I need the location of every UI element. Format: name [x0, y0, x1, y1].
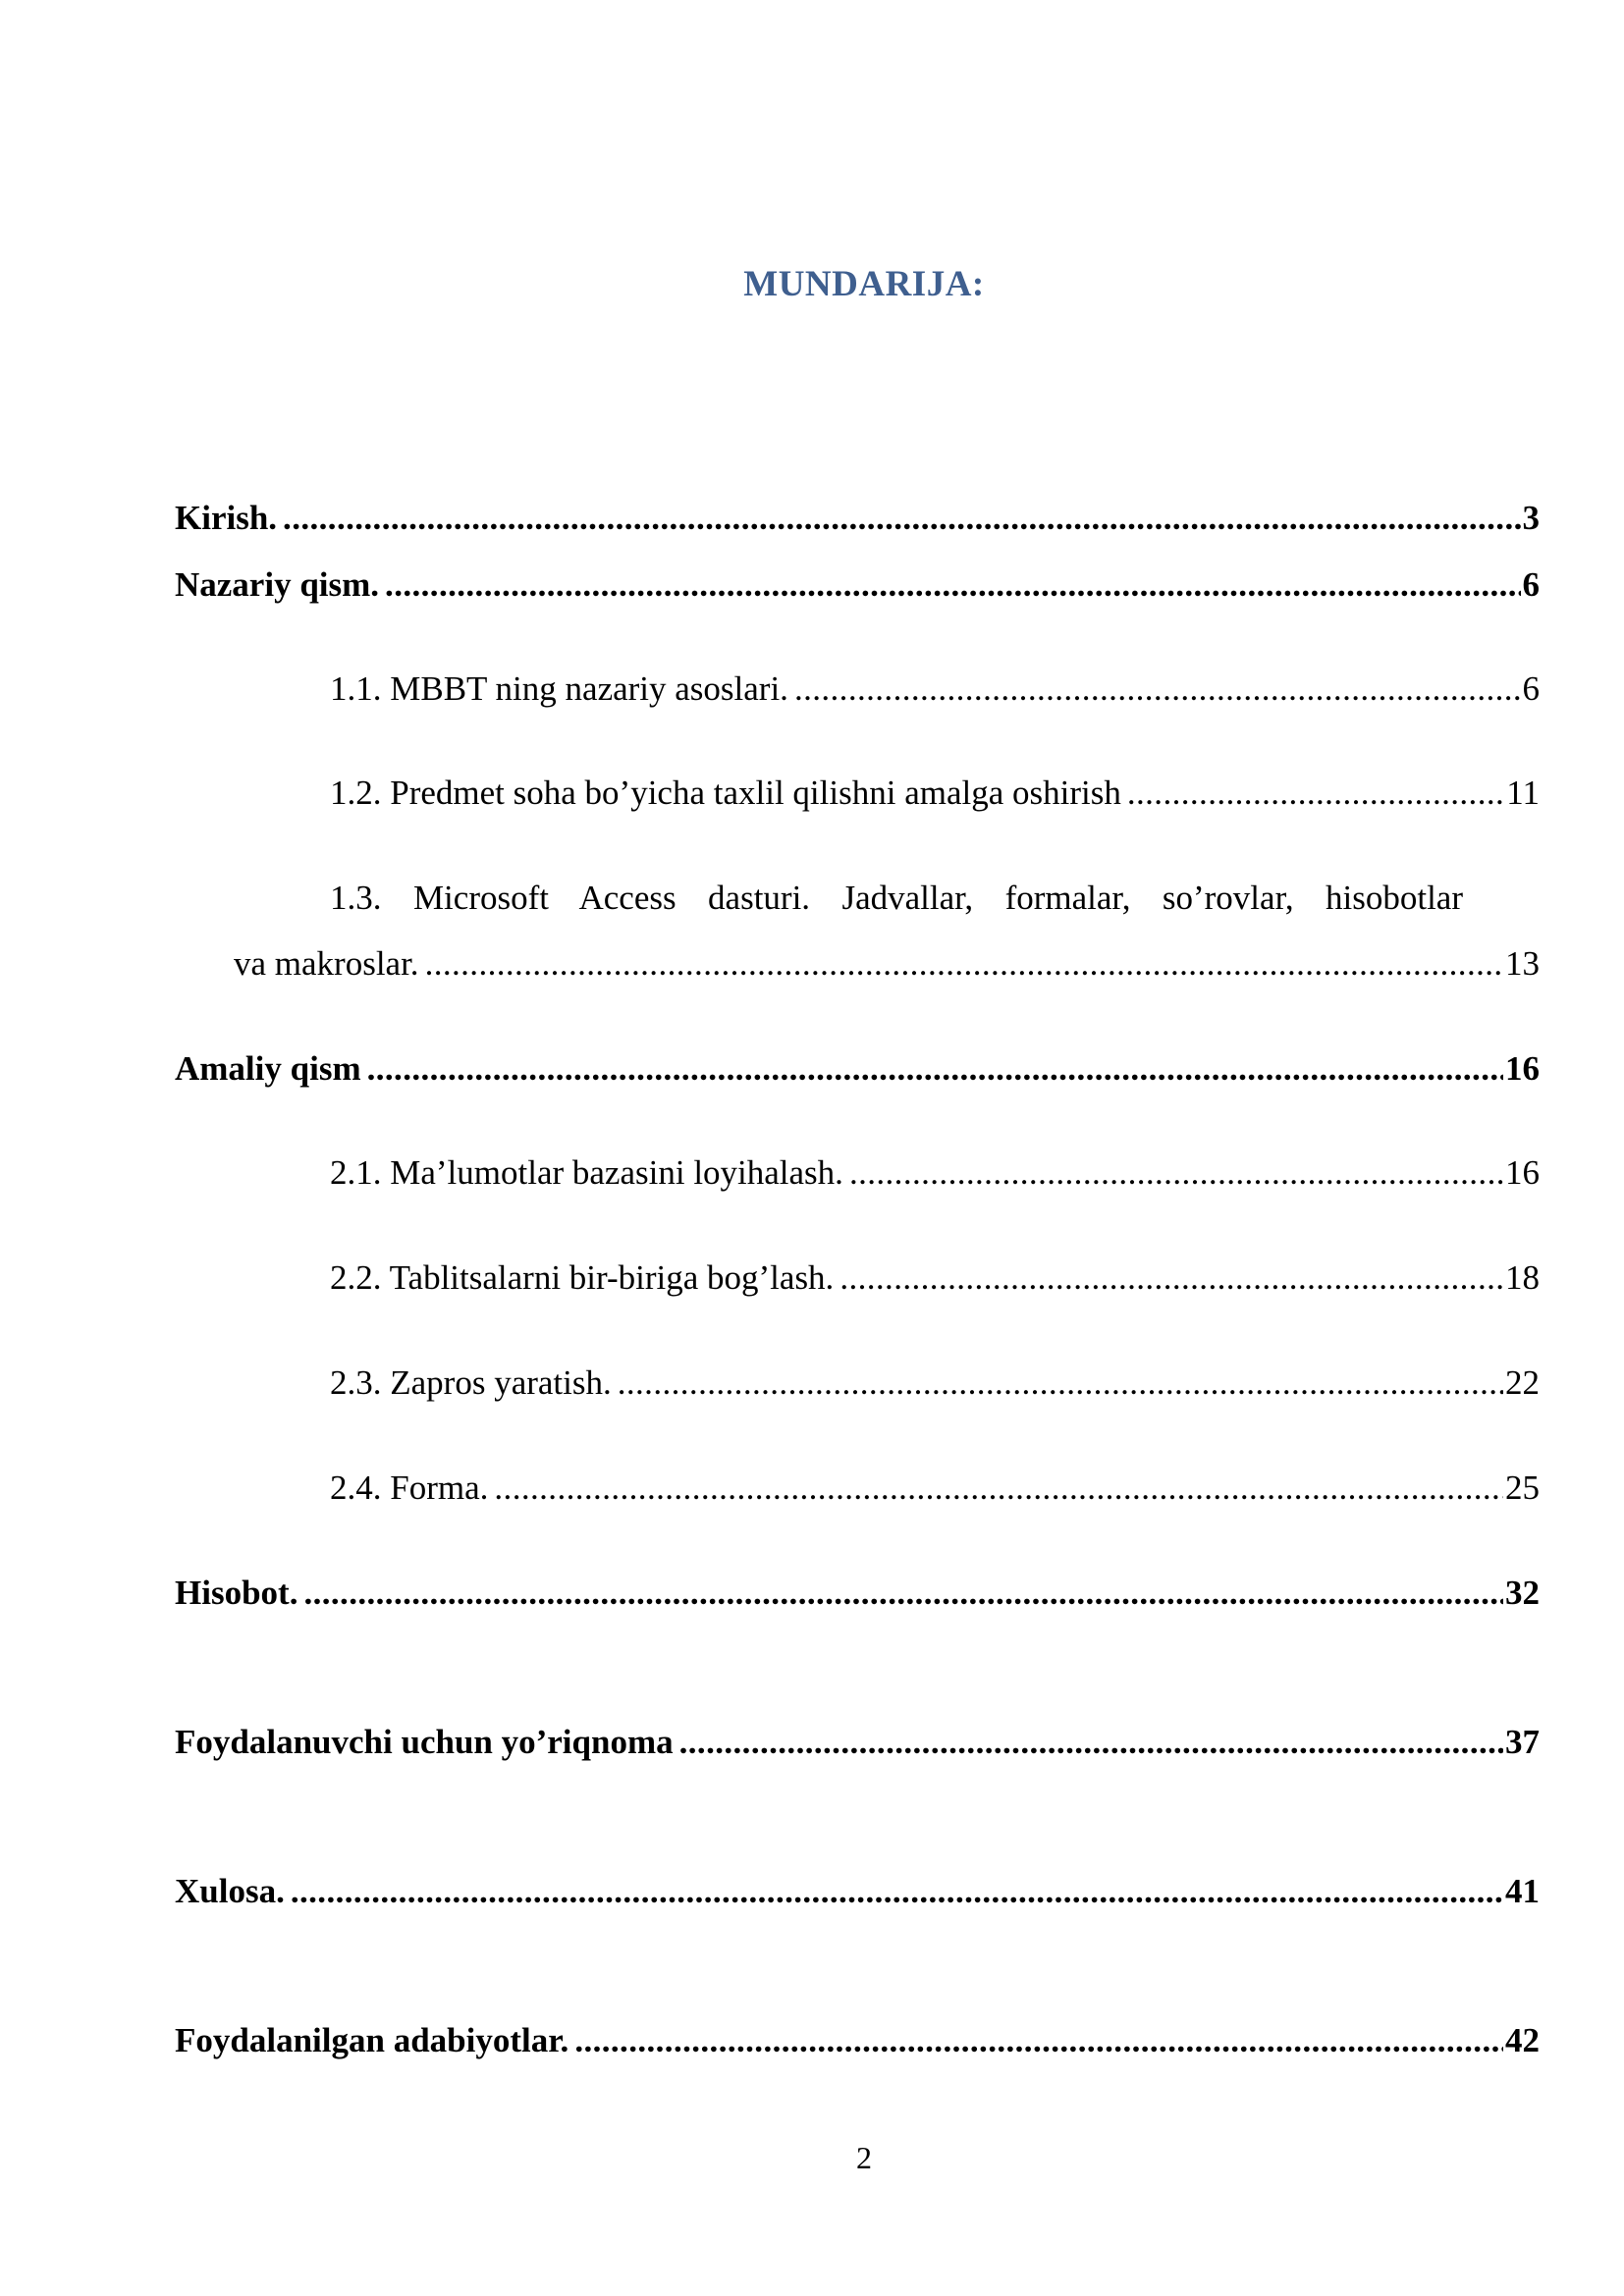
toc-entry-page: 6: [1522, 565, 1540, 604]
toc-entry-label: Foydalanilgan adabiyotlar.: [175, 2021, 569, 2059]
toc-entry-label: 1.1. MBBT ning nazariy asoslari.: [330, 669, 788, 708]
toc-entry-page: 16: [1505, 1153, 1540, 1192]
toc-entry-label: 2.1. Ma’lumotlar bazasini loyihalash.: [330, 1153, 843, 1192]
toc-entry-yoriqnoma[interactable]: [175, 1721, 1540, 1764]
toc-entry-page: 42: [1505, 2021, 1540, 2059]
toc-entry-label: 1.3. Microsoft Access dasturi. Jadvallar, formalar, so’rovlar, hisobotlar: [330, 879, 1463, 917]
toc-dot-leader: [283, 497, 1520, 540]
toc-entry-1-2[interactable]: [330, 772, 1540, 815]
toc-entry-amaliy-qism[interactable]: [175, 1047, 1540, 1091]
toc-entry-1-3-second-line[interactable]: [234, 942, 1540, 986]
toc-dot-leader: [303, 1572, 1503, 1615]
toc-dot-leader: [291, 1870, 1503, 1913]
toc-dot-leader: [618, 1362, 1503, 1405]
toc-dot-leader: [367, 1047, 1503, 1091]
toc-entry-page: 41: [1505, 1872, 1540, 1910]
toc-entry-label: Hisobot.: [175, 1574, 298, 1612]
toc-dot-leader: [849, 1151, 1503, 1195]
toc-entry-page: 32: [1505, 1574, 1540, 1612]
toc-entry-label: Amaliy qism: [175, 1049, 361, 1088]
toc-dot-leader: [574, 2019, 1503, 2062]
toc-entry-page: 13: [1505, 944, 1540, 983]
toc-entry-label: Foydalanuvchi uchun yo’riqnoma: [175, 1723, 674, 1761]
toc-entry-page: 11: [1506, 774, 1540, 812]
toc-entry-page: 6: [1522, 669, 1540, 708]
toc-dot-leader: [1127, 772, 1504, 815]
toc-entry-page: 16: [1505, 1049, 1540, 1088]
toc-entry-hisobot[interactable]: [175, 1572, 1540, 1615]
toc-dot-leader: [494, 1467, 1503, 1510]
toc-entry-1-1[interactable]: [330, 667, 1540, 711]
toc-entry-label: 2.2. Tablitsalarni bir-biriga bog’lash.: [330, 1258, 835, 1297]
toc-dot-leader: [385, 563, 1520, 607]
toc-entry-label: 1.2. Predmet soha bo’yicha taxlil qilishni amalga oshirish: [330, 774, 1121, 812]
toc-entry-page: 22: [1505, 1363, 1540, 1402]
toc-entry-2-3[interactable]: [330, 1362, 1540, 1405]
toc-entry-label: Kirish.: [175, 499, 278, 537]
toc-dot-leader: [794, 667, 1521, 711]
toc-dot-leader: [425, 942, 1503, 986]
toc-entry-label: Xulosa.: [175, 1872, 285, 1910]
toc-entry-kirish[interactable]: [175, 497, 1540, 540]
toc-entry-2-1[interactable]: [330, 1151, 1540, 1195]
toc-entry-page: 18: [1505, 1258, 1540, 1297]
page-number: 2: [856, 2140, 872, 2175]
toc-entry-page: 3: [1522, 499, 1540, 537]
toc-dot-leader: [679, 1721, 1503, 1764]
toc-entry-page: 25: [1505, 1468, 1540, 1507]
toc-entry-xulosa[interactable]: [175, 1870, 1540, 1913]
toc-entry-2-2[interactable]: [330, 1256, 1540, 1300]
toc-title: MUNDARIJA:: [743, 264, 985, 304]
toc-entry-label: Nazariy qism.: [175, 565, 380, 604]
toc-entry-2-4[interactable]: [330, 1467, 1540, 1510]
toc-entry-adabiyotlar[interactable]: [175, 2019, 1540, 2062]
toc-entry-label-continued: va makroslar.: [234, 944, 419, 983]
toc-entry-label: 2.3. Zapros yaratish.: [330, 1363, 612, 1402]
toc-entry-label: 2.4. Forma.: [330, 1468, 489, 1507]
toc-entry-nazariy-qism[interactable]: [175, 563, 1540, 607]
toc-dot-leader: [839, 1256, 1503, 1300]
toc-entry-page: 37: [1505, 1723, 1540, 1761]
toc-entry-1-3-first-line[interactable]: [330, 877, 1463, 920]
